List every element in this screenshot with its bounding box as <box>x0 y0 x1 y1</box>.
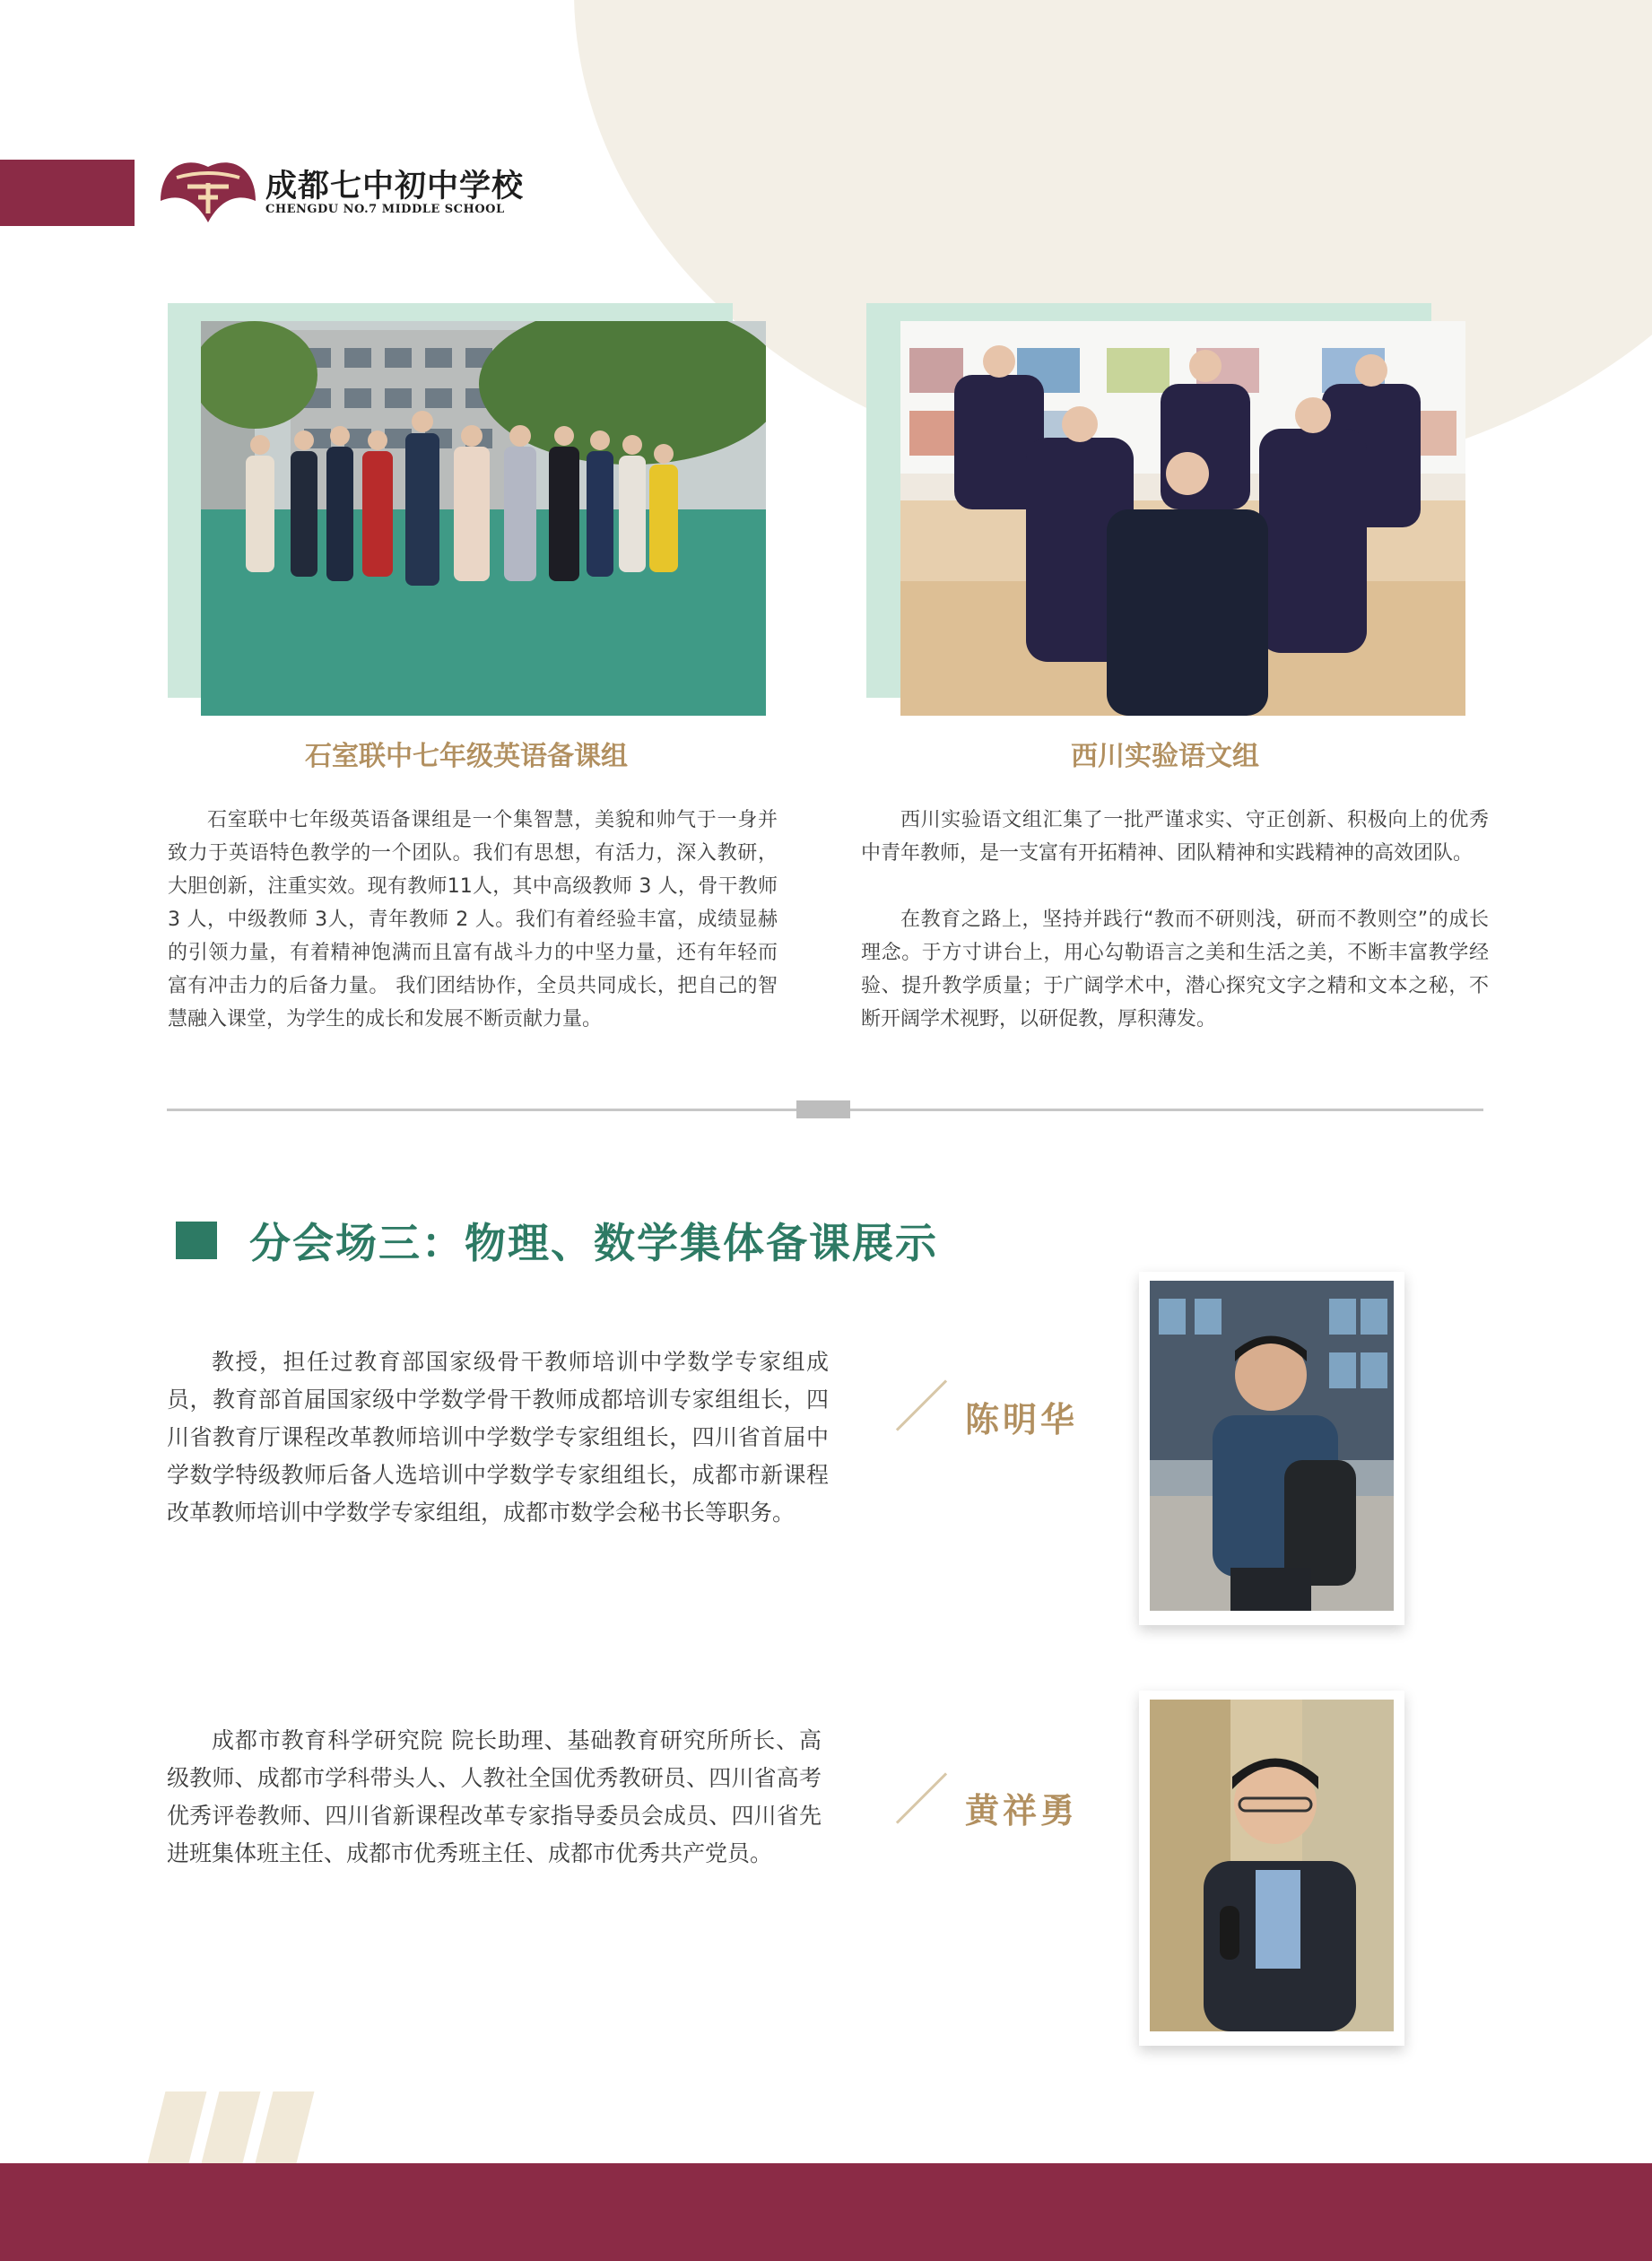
header-accent-bar <box>0 160 135 226</box>
person-bio-huang: 成都市教育科学研究院 院长助理、基础教育研究所所长、高级教师、成都市学科带头人、人教社全国优秀教研员、四川省高考优秀评卷教师、四川省新课程改革专家指导委员会成员、四川省先进班集体班主任、成都市优秀班主任、成都市优秀共产党员。 <box>167 1727 822 1866</box>
person-bio-chen: 教授，担任过教育部国家级骨干教师培训中学数学专家组成员，教育部首届国家级中学数学骨干教师成都培训专家组组长，四川省教育厅课程改革教师培训中学数学专家组组长，四川省首届中学数学特级教师后备人选培训中学数学专家组组长，成都市新课程改革教师培训中学数学专家组组，成都市数学会秘书长等职务。 <box>167 1349 829 1526</box>
portrait-huang <box>1150 1700 1394 2031</box>
english-team-description: 石室联中七年级英语备课组是一个集智慧，美貌和帅气于一身并致力于英语特色教学的一个团队。我们有思想，有活力，深入教研，大胆创新，注重实效。现有教师11人，其中高级教师 3 人，骨干教师 3 人，中级教师 3人，青年教师 2 人。我们有着经验丰富，成绩显赫的引领力量，有着精神饱满而且富有战斗力的中坚力量，还有年轻而富有冲击力的后备力量。 我们团结协作，全员共同成长，把自己的智慧融入课堂，为学生的成长和发展不断贡献力量。 <box>168 809 778 1030</box>
section-title: 分会场三：物理、数学集体备课展示 <box>249 1219 938 1267</box>
chinese-team-photo <box>900 321 1465 716</box>
name-slash-decoration <box>896 1379 947 1431</box>
divider-knob <box>796 1100 850 1118</box>
portrait-frame-huang <box>1139 1691 1404 2046</box>
person-name-chen: 陈明华 <box>965 1400 1079 1439</box>
school-name-cn: 成都七中初中学校 <box>265 169 525 204</box>
school-logo <box>155 151 261 226</box>
portrait-chen <box>1150 1281 1394 1611</box>
english-team-photo <box>201 321 766 716</box>
chinese-team-description-1: 西川实验语文组汇集了一批严谨求实、守正创新、积极向上的优秀中青年教师，是一支富有开拓精神、团队精神和实践精神的高效团队。 <box>861 809 1489 865</box>
section-marker-square <box>176 1222 217 1259</box>
footer-band <box>0 2163 1652 2261</box>
name-slash-decoration <box>896 1772 947 1823</box>
school-name-en: CHENGDU NO.7 MIDDLE SCHOOL <box>265 203 505 216</box>
english-team-caption: 石室联中七年级英语备课组 <box>305 741 628 772</box>
chinese-team-caption: 西川实验语文组 <box>1071 741 1259 772</box>
chinese-team-description-2: 在教育之路上，坚持并践行“教而不研则浅，研而不教则空”的成长理念。于方寸讲台上，用心勾勒语言之美和生活之美，不断丰富教学经验、提升教学质量；于广阔学术中，潜心探究文字之精和文本之秘，不断开阔学术视野，以研促教，厚积薄发。 <box>861 909 1489 1030</box>
person-name-huang: 黄祥勇 <box>965 1791 1079 1831</box>
portrait-frame-chen <box>1139 1272 1404 1625</box>
